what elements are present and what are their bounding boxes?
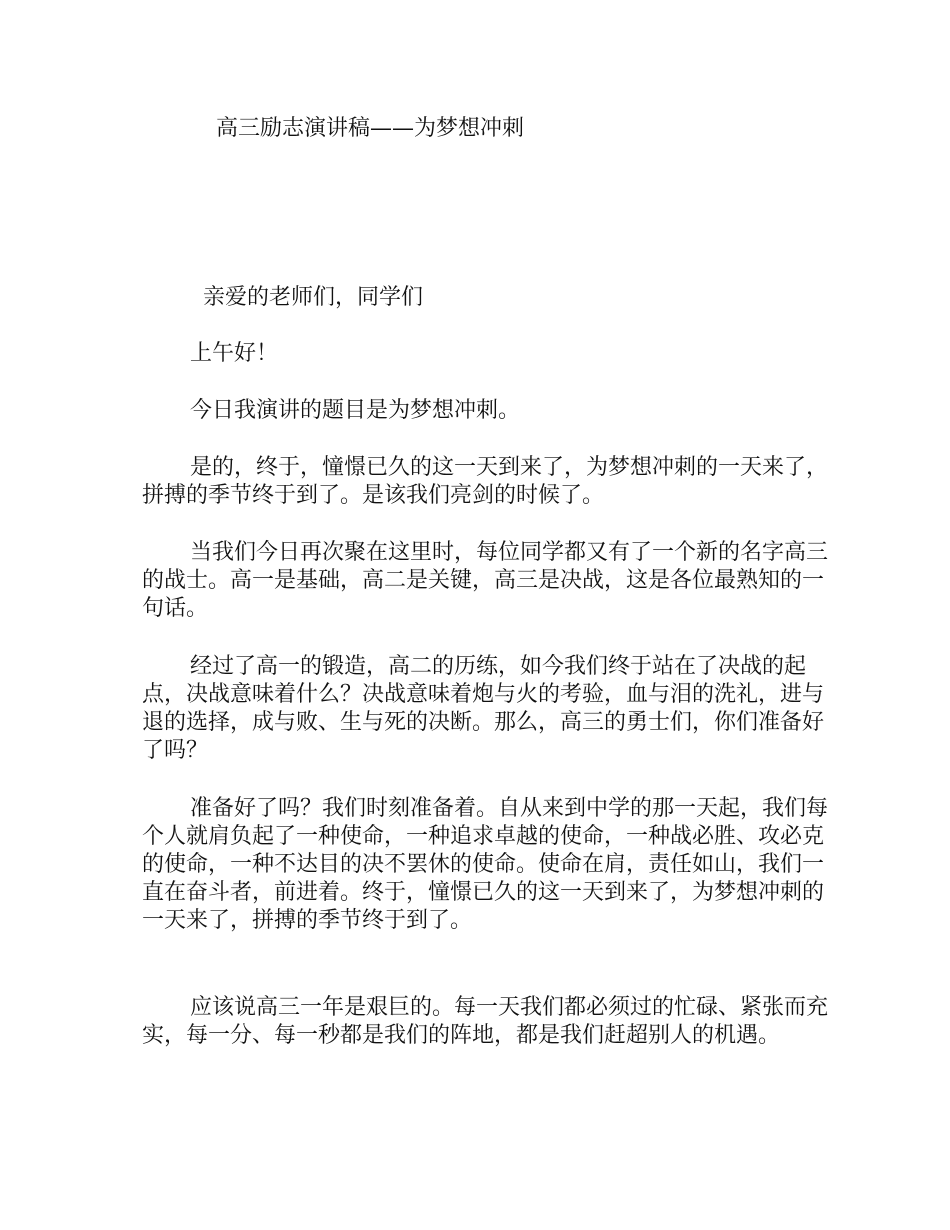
paragraph-topic: 今日我演讲的题目是为梦想冲刺。 [190, 398, 521, 423]
document-title: 高三励志演讲稿——为梦想冲刺 [216, 116, 525, 141]
salutation: 亲爱的老师们，同学们 [203, 285, 424, 310]
paragraph-1: 是的，终于，憧憬已久的这一天到来了，为梦想冲刺的一天来了，拼搏的季节终于到了。是该我们亮剑的时候了。 [142, 455, 829, 508]
paragraph-5: 应该说高三一年是艰巨的。每一天我们都必须过的忙碌、紧张而充实，每一分、每一秒都是我们的阵地，都是我们赶超别人的机遇。 [142, 995, 829, 1048]
paragraph-2: 当我们今日再次聚在这里时，每位同学都又有了一个新的名字高三的战士。高一是基础，高二是关键，高三是决战，这是各位最熟知的一句话。 [142, 540, 829, 621]
paragraph-4: 准备好了吗？我们时刻准备着。自从来到中学的那一天起，我们每个人就肩负起了一种使命，一种追求卓越的使命，一种战必胜、攻必克的使命，一种不达目的决不罢休的使命。使命在肩，责任如山，我们一直在奋斗者，前进着。终于，憧憬已久的这一天到来了，为梦想冲刺的一天来了，拼搏的季节终于到了。 [142, 796, 829, 933]
paragraph-3: 经过了高一的锻造，高二的历练，如今我们终于站在了决战的起点，决战意味着什么？决战意味着炮与火的考验，血与泪的洗礼，进与退的选择，成与败、生与死的决断。那么，高三的勇士们，你们准备好了吗？ [142, 654, 825, 763]
paragraph-greeting: 上午好！ [190, 341, 279, 366]
